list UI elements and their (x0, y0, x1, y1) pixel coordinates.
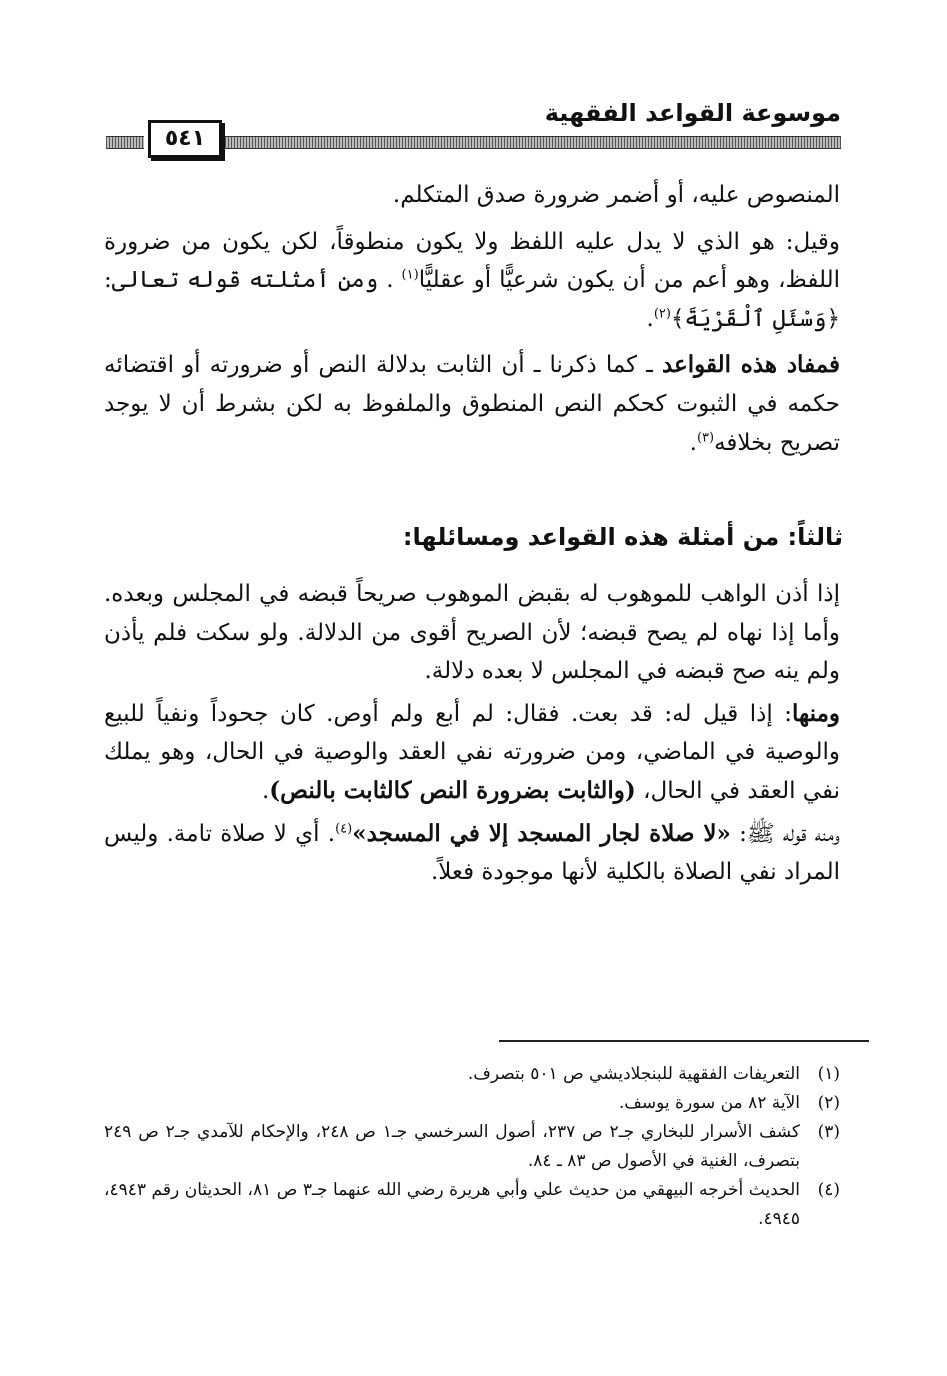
text: ومنه قوله ﷺ: (730, 820, 841, 847)
paragraph (104, 176, 840, 215)
footnote-ref[interactable]: (١) (401, 267, 419, 283)
footnote-text: الآية ٨٢ من سورة يوسف. (618, 1093, 800, 1113)
footnotes (104, 1060, 840, 1234)
footnote-text: التعريفات الفقهية للبنجلاديشي ص ٥٠١ بتصرف. (467, 1064, 800, 1084)
body-section-2 (104, 575, 840, 892)
header-rule-left (106, 136, 144, 149)
text: : إذا قيل له: قد بعت. فقال: لم أبع ولم أوص. كان جحوداً ونفياً للبيع والوصية في الماضي، ومن ضرورته نفي العقد والوصية في الحال، وهو يملك نفي العقد في الحال، (104, 700, 840, 804)
paragraph (104, 815, 840, 892)
text: إذا أذن الواهب للموهوب له بقبض الموهوب صريحاً قبضه في المجلس وبعده. وأما إذا نهاه لم يصح قبضه؛ لأن الصريح أقوى من الدلالة. ولو سكت فلم يأذن ولم ينه صح قبضه في المجلس لا بعده دلالة. (104, 581, 840, 685)
text: . أي لا صلاة تامة. وليس المراد نفي الصلاة بالكلية لأنها موجودة فعلاً. (104, 820, 840, 886)
footnote-number: (١) (817, 1064, 840, 1084)
bold-text: (والثابت بضرورة النص كالثابت بالنص) (269, 776, 636, 804)
paragraph (104, 223, 840, 339)
bold-text: ومنها (792, 699, 840, 727)
footnote-number: (٢) (817, 1093, 840, 1113)
text: وقيل: هو الذي لا يدل عليه اللفظ ولا يكون منطوقاً، لكن يكون من ضرورة اللفظ، وهو أعم من أن يكون شرعيًّا أو عقليًّا (104, 228, 840, 294)
footnote-divider (499, 1040, 869, 1042)
text: . (689, 429, 697, 456)
footnote (104, 1060, 840, 1089)
footnote (104, 1118, 840, 1176)
header-rule (222, 136, 841, 149)
book-title: موسوعة القواعد الفقهية (544, 99, 841, 127)
footnote-number: (٤) (817, 1180, 840, 1200)
text: . ومن أمثلته قوله تعالى: ﴿وَسْئَلِ ٱلْقَرْيَةَ﴾ (104, 267, 840, 332)
bold-text: «لا صلاة لجار المسجد إلا في المسجد» (352, 819, 731, 847)
paragraph (104, 695, 840, 811)
text: المنصوص عليه، أو أضمر ضرورة صدق المتكلم. (392, 182, 840, 208)
page-number: ٥٤١ (148, 120, 222, 158)
footnote-ref[interactable]: (٣) (696, 429, 715, 445)
footnote-text: كشف الأسرار للبخاري جـ٢ ص ٢٣٧، أصول السرخسي جـ١ ص ٢٤٨، والإحكام للآمدي جـ٢ ص ٢٤٩ بتصرف، الغنية في الأصول ص ٨٣ ـ ٨٤. (104, 1122, 800, 1171)
section-heading: ثالثاً: من أمثلة هذه القواعد ومسائلها: (402, 523, 843, 551)
text: . (261, 777, 270, 804)
paragraph (104, 346, 840, 462)
paragraph (104, 575, 840, 691)
body-section-1 (104, 176, 840, 462)
text: . (646, 305, 654, 332)
footnote-ref[interactable]: (٢) (653, 306, 671, 322)
footnote (104, 1176, 840, 1234)
footnote-ref[interactable]: (٤) (335, 820, 353, 836)
bold-text: فمفاد هذه القواعد (661, 351, 840, 379)
footnote (104, 1089, 840, 1118)
page-header (106, 96, 841, 156)
text: ـ كما ذكرنا ـ أن الثابت بدلالة النص أو ضرورته أو اقتضائه حكمه في الثبوت كحكم النص المنطوق والملفوظ به لكن بشرط أن لا يوجد تصريح بخلافه (104, 352, 840, 456)
footnote-number: (٣) (817, 1122, 840, 1142)
footnote-text: الحديث أخرجه البيهقي من حديث علي وأبي هريرة رضي الله عنهما جـ٣ ص ٨١، الحديثان رقم ٤٩٤٣، ٤٩٤٥. (104, 1180, 800, 1229)
